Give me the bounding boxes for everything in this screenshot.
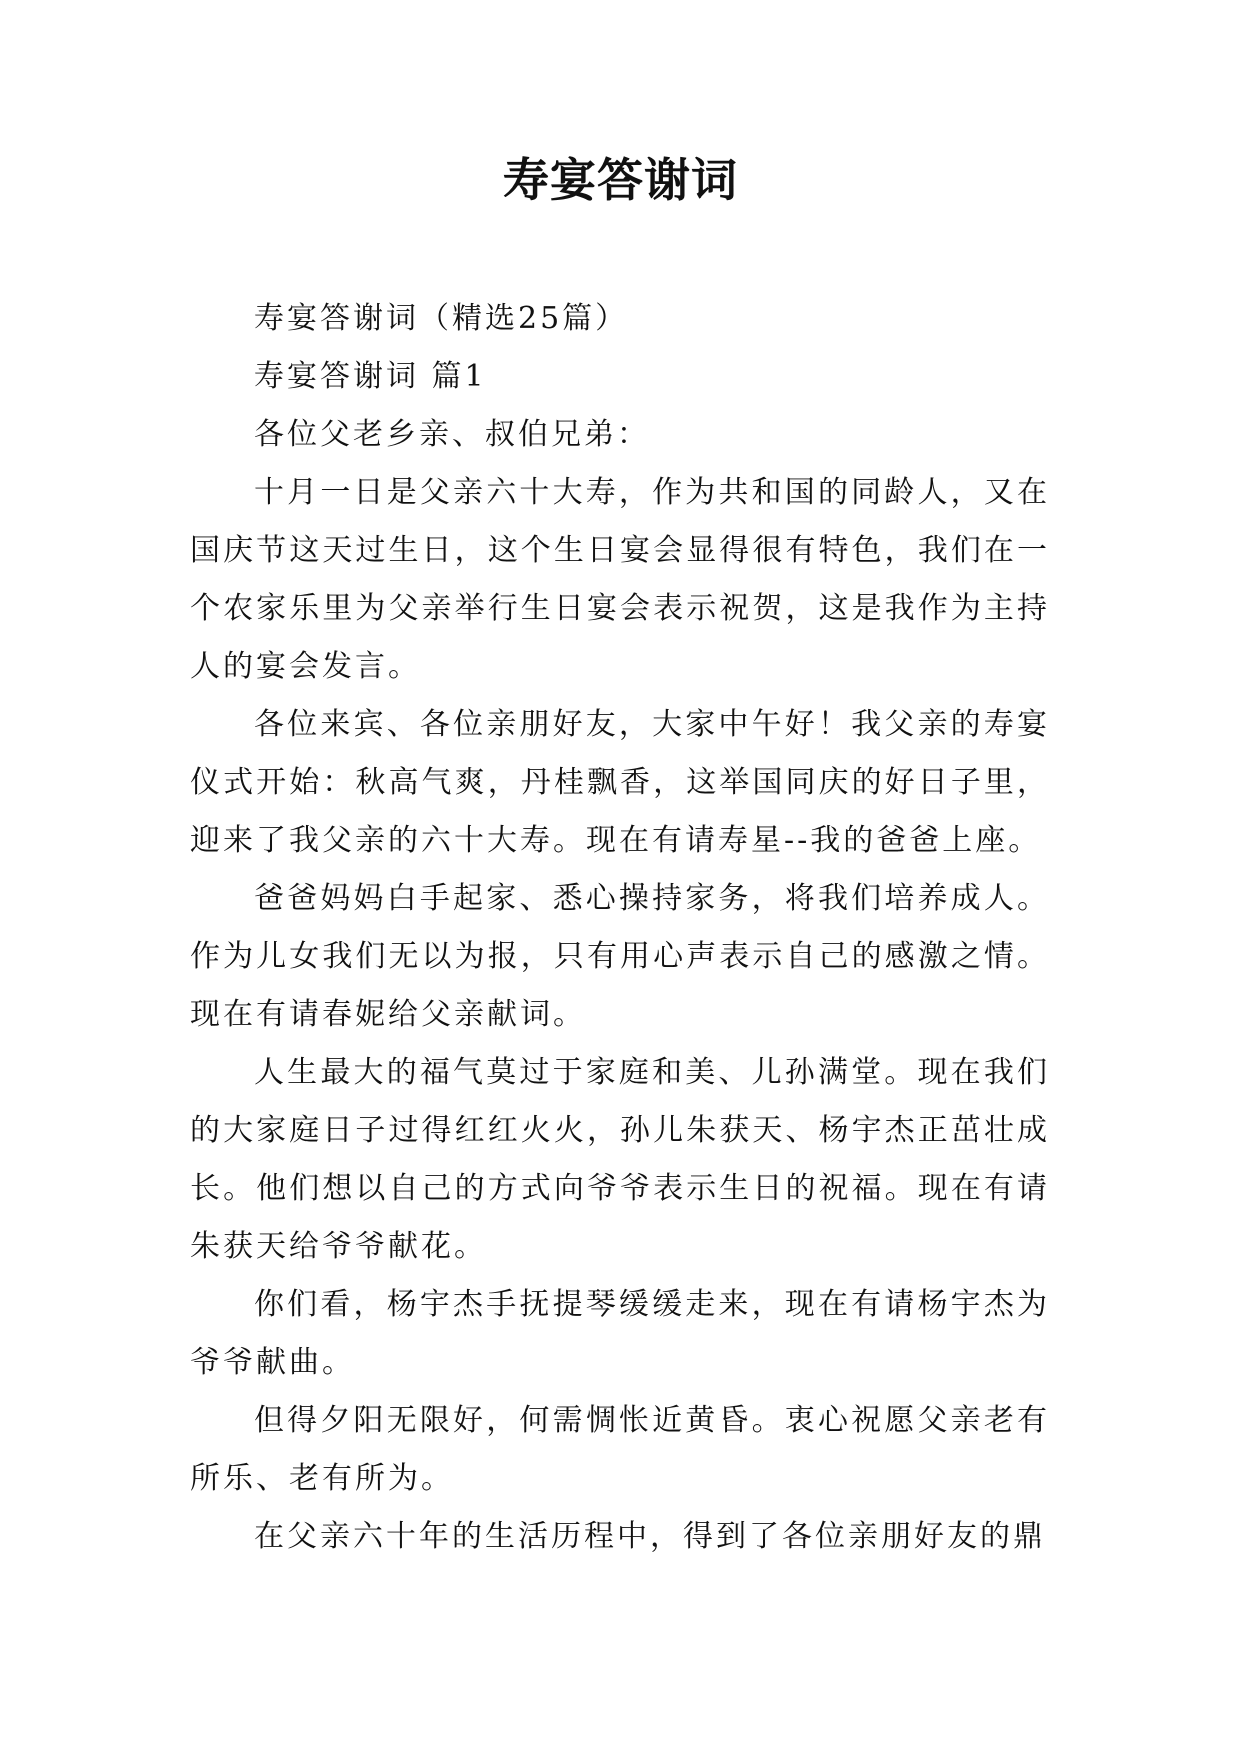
paragraph: 十月一日是父亲六十大寿，作为共和国的同龄人，又在国庆节这天过生日，这个生日宴会显得很有特色，我们在一个农家乐里为父亲举行生日宴会表示祝贺，这是我作为主持人的宴会发言。 [190, 475, 1050, 684]
document-title: 寿宴答谢词 [503, 153, 738, 207]
paragraph-salutation: 各位父老乡亲、叔伯兄弟： [254, 417, 650, 452]
paragraph: 你们看，杨宇杰手抚提琴缓缓走来，现在有请杨宇杰为爷爷献曲。 [190, 1287, 1050, 1380]
paragraph: 各位来宾、各位亲朋好友，大家中午好！我父亲的寿宴仪式开始：秋高气爽，丹桂飘香，这举国同庆的好日子里，迎来了我父亲的六十大寿。现在有请寿星--我的爸爸上座。 [190, 707, 1050, 858]
document-body [190, 290, 1050, 1566]
paragraph: 爸爸妈妈白手起家、悉心操持家务，将我们培养成人。作为儿女我们无以为报，只有用心声表示自己的感激之情。现在有请春妮给父亲献词。 [190, 881, 1050, 1032]
paragraph: 人生最大的福气莫过于家庭和美、儿孙满堂。现在我们的大家庭日子过得红红火火，孙儿朱获天、杨宇杰正茁壮成长。他们想以自己的方式向爷爷表示生日的祝福。现在有请朱获天给爷爷献花。 [190, 1055, 1050, 1264]
paragraph-subtitle: 寿宴答谢词（精选25篇） [254, 301, 629, 336]
paragraph-section-heading: 寿宴答谢词 篇1 [254, 359, 487, 394]
paragraph: 在父亲六十年的生活历程中，得到了各位亲朋好友的鼎 [254, 1519, 1046, 1554]
paragraph: 但得夕阳无限好，何需惆怅近黄昏。衷心祝愿父亲老有所乐、老有所为。 [190, 1403, 1050, 1496]
